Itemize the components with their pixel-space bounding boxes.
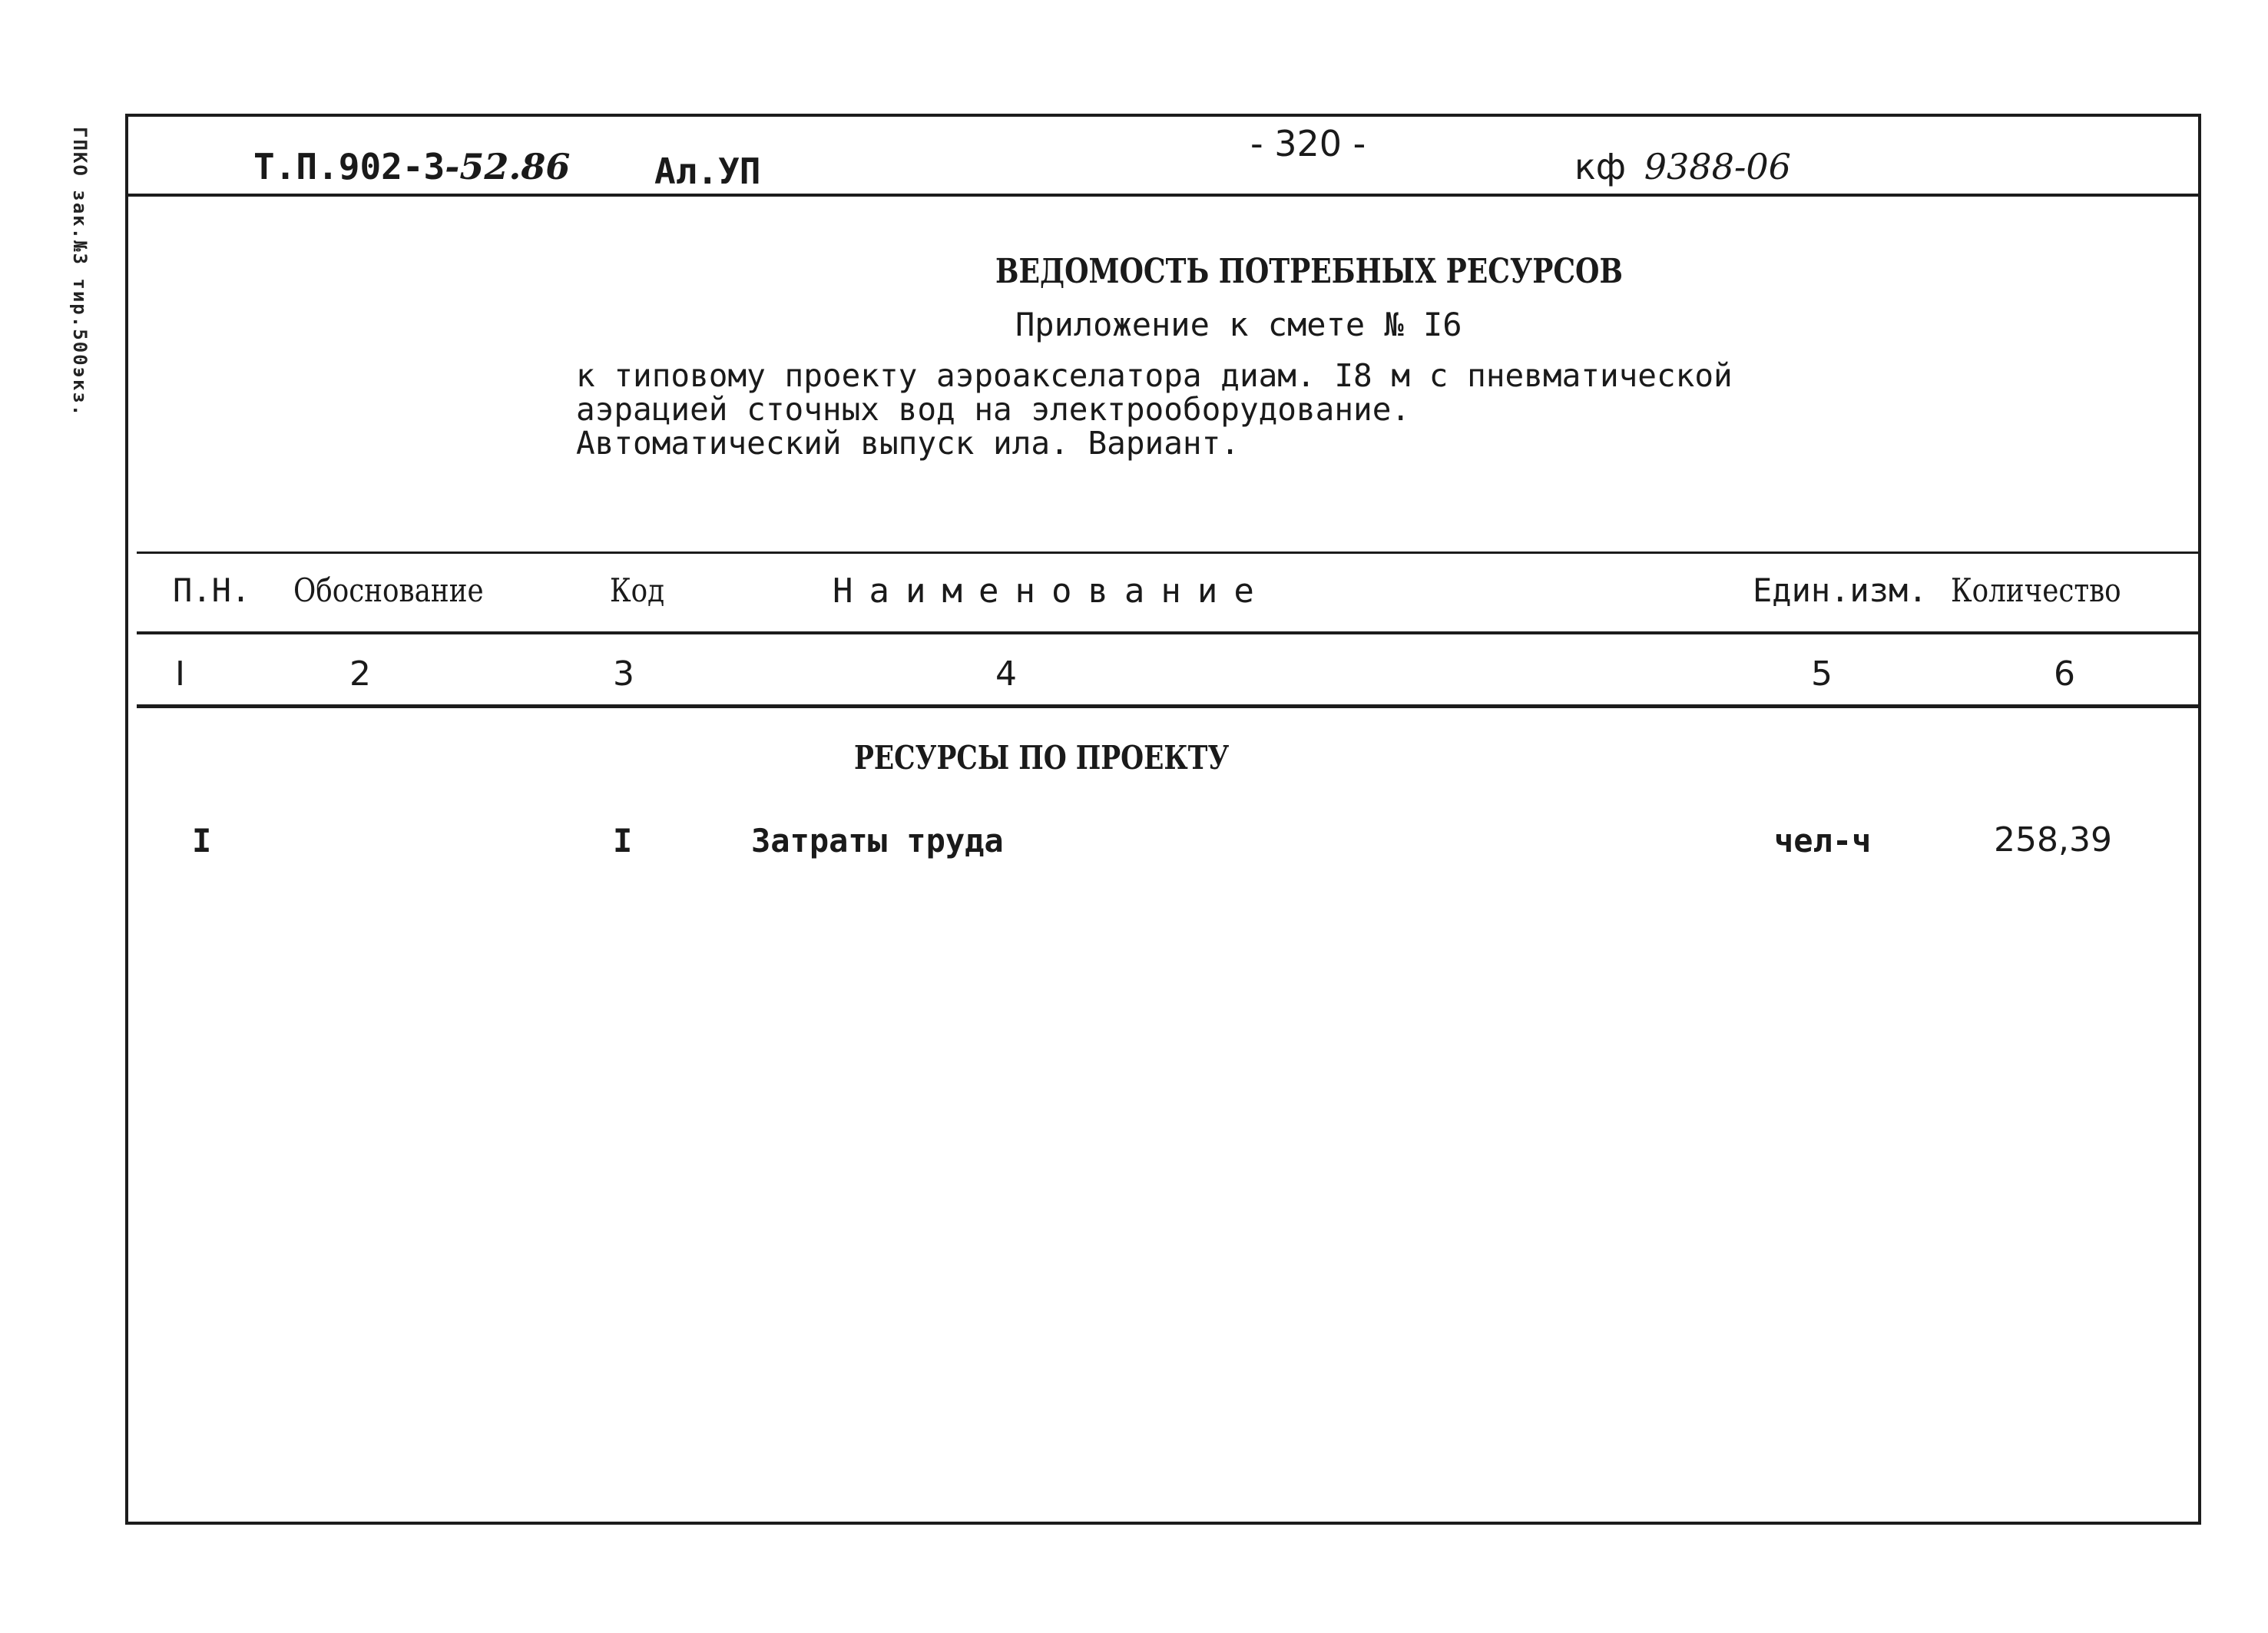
row-pn: I (192, 822, 212, 860)
header-code: Код (610, 571, 665, 609)
header-qty: Количество (1951, 571, 2121, 609)
doc-code-suffix: -52.86 (445, 146, 571, 187)
kf-label: кф (1574, 146, 1627, 187)
header-unit: Един.изм. (1753, 571, 1928, 609)
column-number-1: I (175, 654, 185, 694)
header-divider (125, 194, 2201, 197)
doc-code-prefix: Т.П.902-3 (253, 146, 445, 187)
kf-number: 9388-06 (1644, 146, 1791, 187)
column-number-rule (137, 704, 2201, 708)
header-name: Наименование (833, 571, 1270, 611)
description-line-2: аэрацией сточных вод на электрооборудование. (576, 391, 1411, 428)
header-pn: П.Н. (173, 571, 251, 609)
document-title: ВЕДОМОСТЬ ПОТРЕБНЫХ РЕСУРСОВ (995, 252, 1623, 291)
row-qty: 258,39 (1994, 820, 2112, 860)
column-number-2: 2 (349, 654, 371, 694)
description-line-3: Автоматический выпуск ила. Вариант. (576, 425, 1240, 462)
column-header-rule (137, 631, 2201, 634)
column-number-5: 5 (1811, 654, 1833, 694)
header-basis: Обоснование (293, 571, 484, 609)
album-label: Ал.УП (654, 151, 761, 192)
table-top-rule (137, 552, 2201, 554)
row-name: Затраты труда (751, 822, 1004, 860)
document-subtitle: Приложение к смете № I6 (1015, 306, 1462, 343)
side-stamp: ГПКО зак.№3 тир.500экз. (69, 127, 91, 418)
column-number-6: 6 (2054, 654, 2075, 694)
column-number-3: 3 (613, 654, 634, 694)
section-title: РЕСУРСЫ ПО ПРОЕКТУ (854, 739, 1230, 777)
row-unit: чел-ч (1774, 822, 1872, 860)
doc-code (253, 146, 570, 187)
kf-code (1574, 146, 1791, 187)
column-number-4: 4 (995, 654, 1017, 694)
row-code: I (613, 822, 633, 860)
description-line-1: к типовому проекту аэроакселатора диам. I8 м с пневматической (576, 357, 1733, 394)
page-number: - 320 - (1250, 123, 1366, 164)
